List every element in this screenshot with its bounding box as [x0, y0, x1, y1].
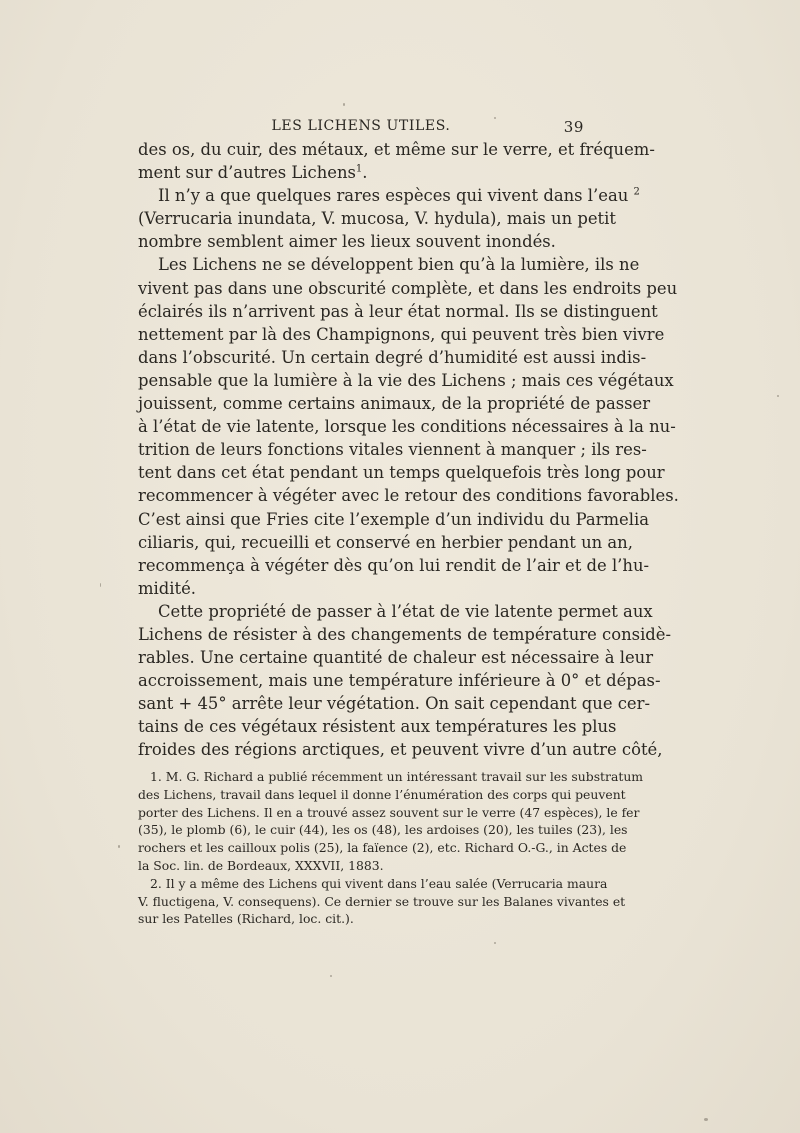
footnote-line-4: (35), le plomb (6), le cuir (44), les os (48), les ardoises (20), les tuiles (23), les — [138, 822, 628, 838]
paper-speck — [494, 117, 496, 119]
running-header — [138, 118, 584, 140]
body-line-7: vivent pas dans une obscurité complète, et dans les endroits peu — [138, 278, 678, 298]
body-line-24: accroissement, mais une température inférieure à 0° et dépas- — [138, 671, 661, 691]
footnotes — [138, 768, 644, 928]
body-line-23: rables. Une certaine quantité de chaleur est nécessaire à leur — [138, 648, 654, 668]
body-line-12: jouissent, comme certains animaux, de la propriété de passer — [138, 394, 651, 414]
body-line-4: (Verrucaria inundata, V. mucosa, V. hydula), mais un petit — [138, 209, 616, 229]
paper-speck — [100, 583, 101, 587]
body-line-15: tent dans cet état pendant un temps quelquefois très long pour — [138, 463, 665, 483]
body-line-26: tains de ces végétaux résistent aux températures les plus — [138, 717, 617, 737]
footnote-ref-2: 2 — [633, 186, 640, 198]
page-number: 39 — [563, 118, 584, 136]
footnote-line-9: sur les Patelles (Richard, loc. cit.). — [138, 911, 354, 927]
body-line-19: recommença à végéter dès qu’on lui rendit de l’air et de l’hu- — [138, 555, 650, 575]
body-line-10: dans l’obscurité. Un certain degré d’humidité est aussi indis- — [138, 347, 647, 367]
paper-speck — [777, 395, 779, 397]
body-text — [138, 138, 679, 762]
body-line-16: recommencer à végéter avec le retour des conditions favorables. — [138, 486, 679, 506]
paper-speck — [704, 1118, 708, 1121]
body-line-5: nombre semblent aimer les lieux souvent inondés. — [138, 232, 556, 252]
footnote-line-5: rochers et les cailloux polis (25), la faïence (2), etc. Richard O.-G., in Actes de — [138, 840, 627, 856]
body-line-25: sant + 45° arrête leur végétation. On sait cependant que cer- — [138, 694, 650, 714]
paper-speck — [118, 845, 120, 848]
body-line-22: Lichens de résister à des changements de température considè- — [138, 624, 672, 644]
paper-speck — [330, 975, 332, 977]
body-line-3: Il n’y a que quelques rares espèces qui vivent dans l’eau $^2$ — [158, 186, 640, 206]
footnote-line-1: 1. M. G. Richard a publié récemment un intéressant travail sur les substratum — [150, 769, 644, 784]
body-line-20: midité. — [138, 578, 197, 598]
body-line-13: à l’état de vie latente, lorsque les conditions nécessaires à la nu- — [138, 417, 676, 437]
paper-speck — [343, 103, 345, 106]
body-line-18: ciliaris, qui, recueilli et conservé en herbier pendant un an, — [138, 532, 633, 552]
paper-speck — [494, 942, 496, 944]
footnote-line-6: la Soc. lin. de Bordeaux, XXXVII, 1883. — [138, 857, 384, 873]
body-line-17: C’est ainsi que Fries cite l’exemple d’un individu du Parmelia — [138, 509, 649, 529]
body-line-21: Cette propriété de passer à l’état de vie latente permet aux — [158, 601, 653, 621]
body-line-8: éclairés ils n’arrivent pas à leur état normal. Ils se distinguent — [138, 301, 658, 321]
body-line-1: des os, du cuir, des métaux, et même sur le verre, et fréquem- — [138, 140, 655, 159]
body-line-11: pensable que la lumière à la vie des Lichens ; mais ces végétaux — [138, 370, 674, 390]
body-line-14: trition de leurs fonctions vitales viennent à manquer ; ils res- — [138, 440, 647, 460]
body-line-27: froides des régions arctiques, et peuvent vivre d’un autre côté, — [138, 740, 663, 760]
body-line-2: ment sur d’autres Lichens$^1$. — [138, 163, 368, 183]
running-title: LES LICHENS UTILES. — [271, 118, 451, 134]
footnote-line-7: 2. Il y a même des Lichens qui vivent dans l’eau salée (Verrucaria maura — [150, 875, 608, 891]
body-line-6: Les Lichens ne se développent bien qu’à la lumière, ils ne — [158, 255, 640, 275]
body-line-9: nettement par là des Champignons, qui peuvent très bien vivre — [138, 324, 665, 344]
footnote-line-2: des Lichens, travail dans lequel il donne l’énumération des corps qui peuvent — [138, 786, 626, 802]
footnote-line-3: porter des Lichens. Il en a trouvé assez souvent sur le verre (47 espèces), le fer — [138, 804, 640, 820]
footnote-ref-1: 1 — [355, 163, 363, 175]
footnote-line-8: V. fluctigena, V. consequens). Ce dernier se trouve sur les Balanes vivantes et — [138, 893, 626, 909]
